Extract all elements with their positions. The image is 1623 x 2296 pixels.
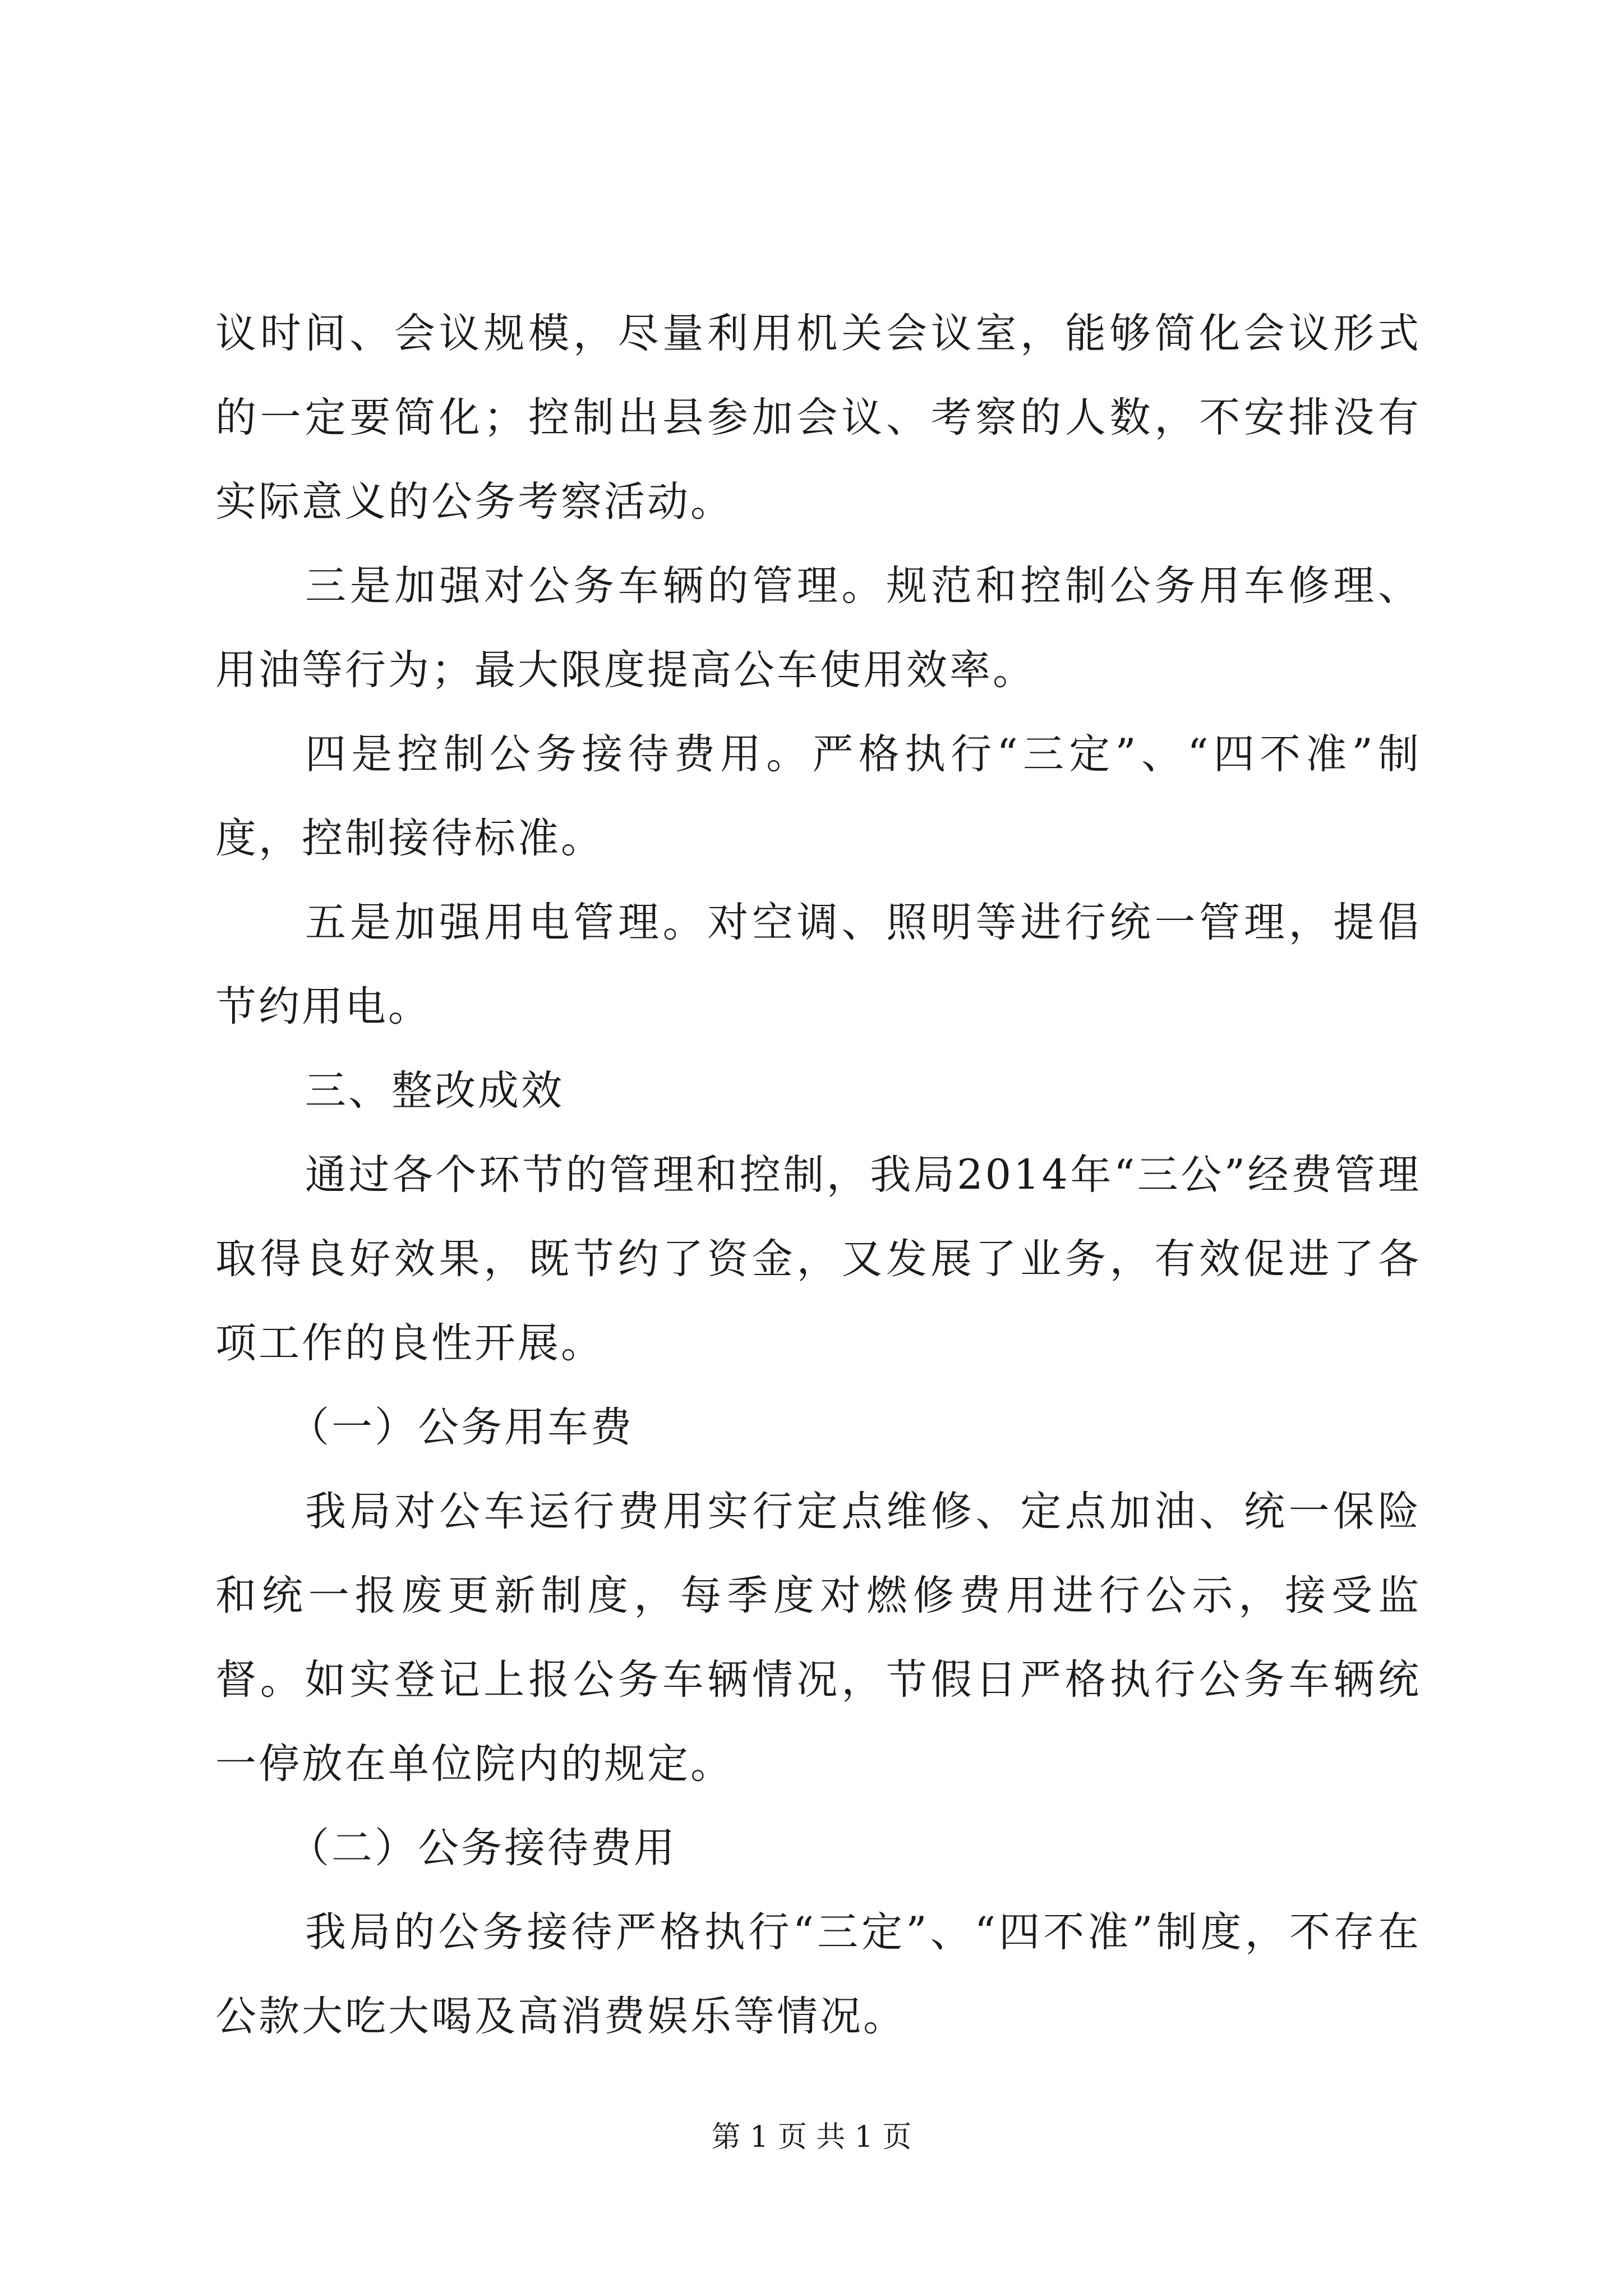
paragraph-reception-costs: 我局的公务接待严格执行“三定”、“四不准”制度，不存在公款大吃大喝及高消费娱乐等情况。 — [215, 1908, 1421, 2040]
paragraph-vehicle-costs: 我局对公车运行费用实行定点维修、定点加油、统一保险和统一报废更新制度，每季度对燃修费用进行公示，接受监督。如实登记上报公务车辆情况，节假日严格执行公务车辆统一停放在单位院内的规定。 — [215, 1488, 1421, 1788]
paragraph-results-summary: 通过各个环节的管理和控制，我局2014年“三公”经费管理取得良好效果，既节约了资金，又发展了业务，有效促进了各项工作的良性开展。 — [215, 1151, 1421, 1367]
subheading-reception-costs: （二）公务接待费用 — [288, 1824, 677, 1872]
document-body — [215, 292, 1421, 2059]
page-number-footer: 第 1 页 共 1 页 — [711, 2120, 912, 2154]
paragraph-reception-control: 四是控制公务接待费用。严格执行“三定”、“四不准”制度，控制接待标准。 — [215, 730, 1421, 862]
paragraph-vehicle-management: 三是加强对公务车辆的管理。规范和控制公务用车修理、用油等行为；最大限度提高公车使用效率。 — [215, 562, 1421, 694]
section-heading-results: 三、整改成效 — [305, 1067, 564, 1115]
subheading-vehicle-costs: （一）公务用车费 — [288, 1404, 634, 1451]
paragraph-continuation: 议时间、会议规模，尽量利用机关会议室，能够简化会议形式的一定要简化；控制出县参加会议、考察的人数，不安排没有实际意义的公务考察活动。 — [215, 310, 1421, 526]
paragraph-electricity-management: 五是加强用电管理。对空调、照明等进行统一管理，提倡节约用电。 — [215, 899, 1421, 1030]
